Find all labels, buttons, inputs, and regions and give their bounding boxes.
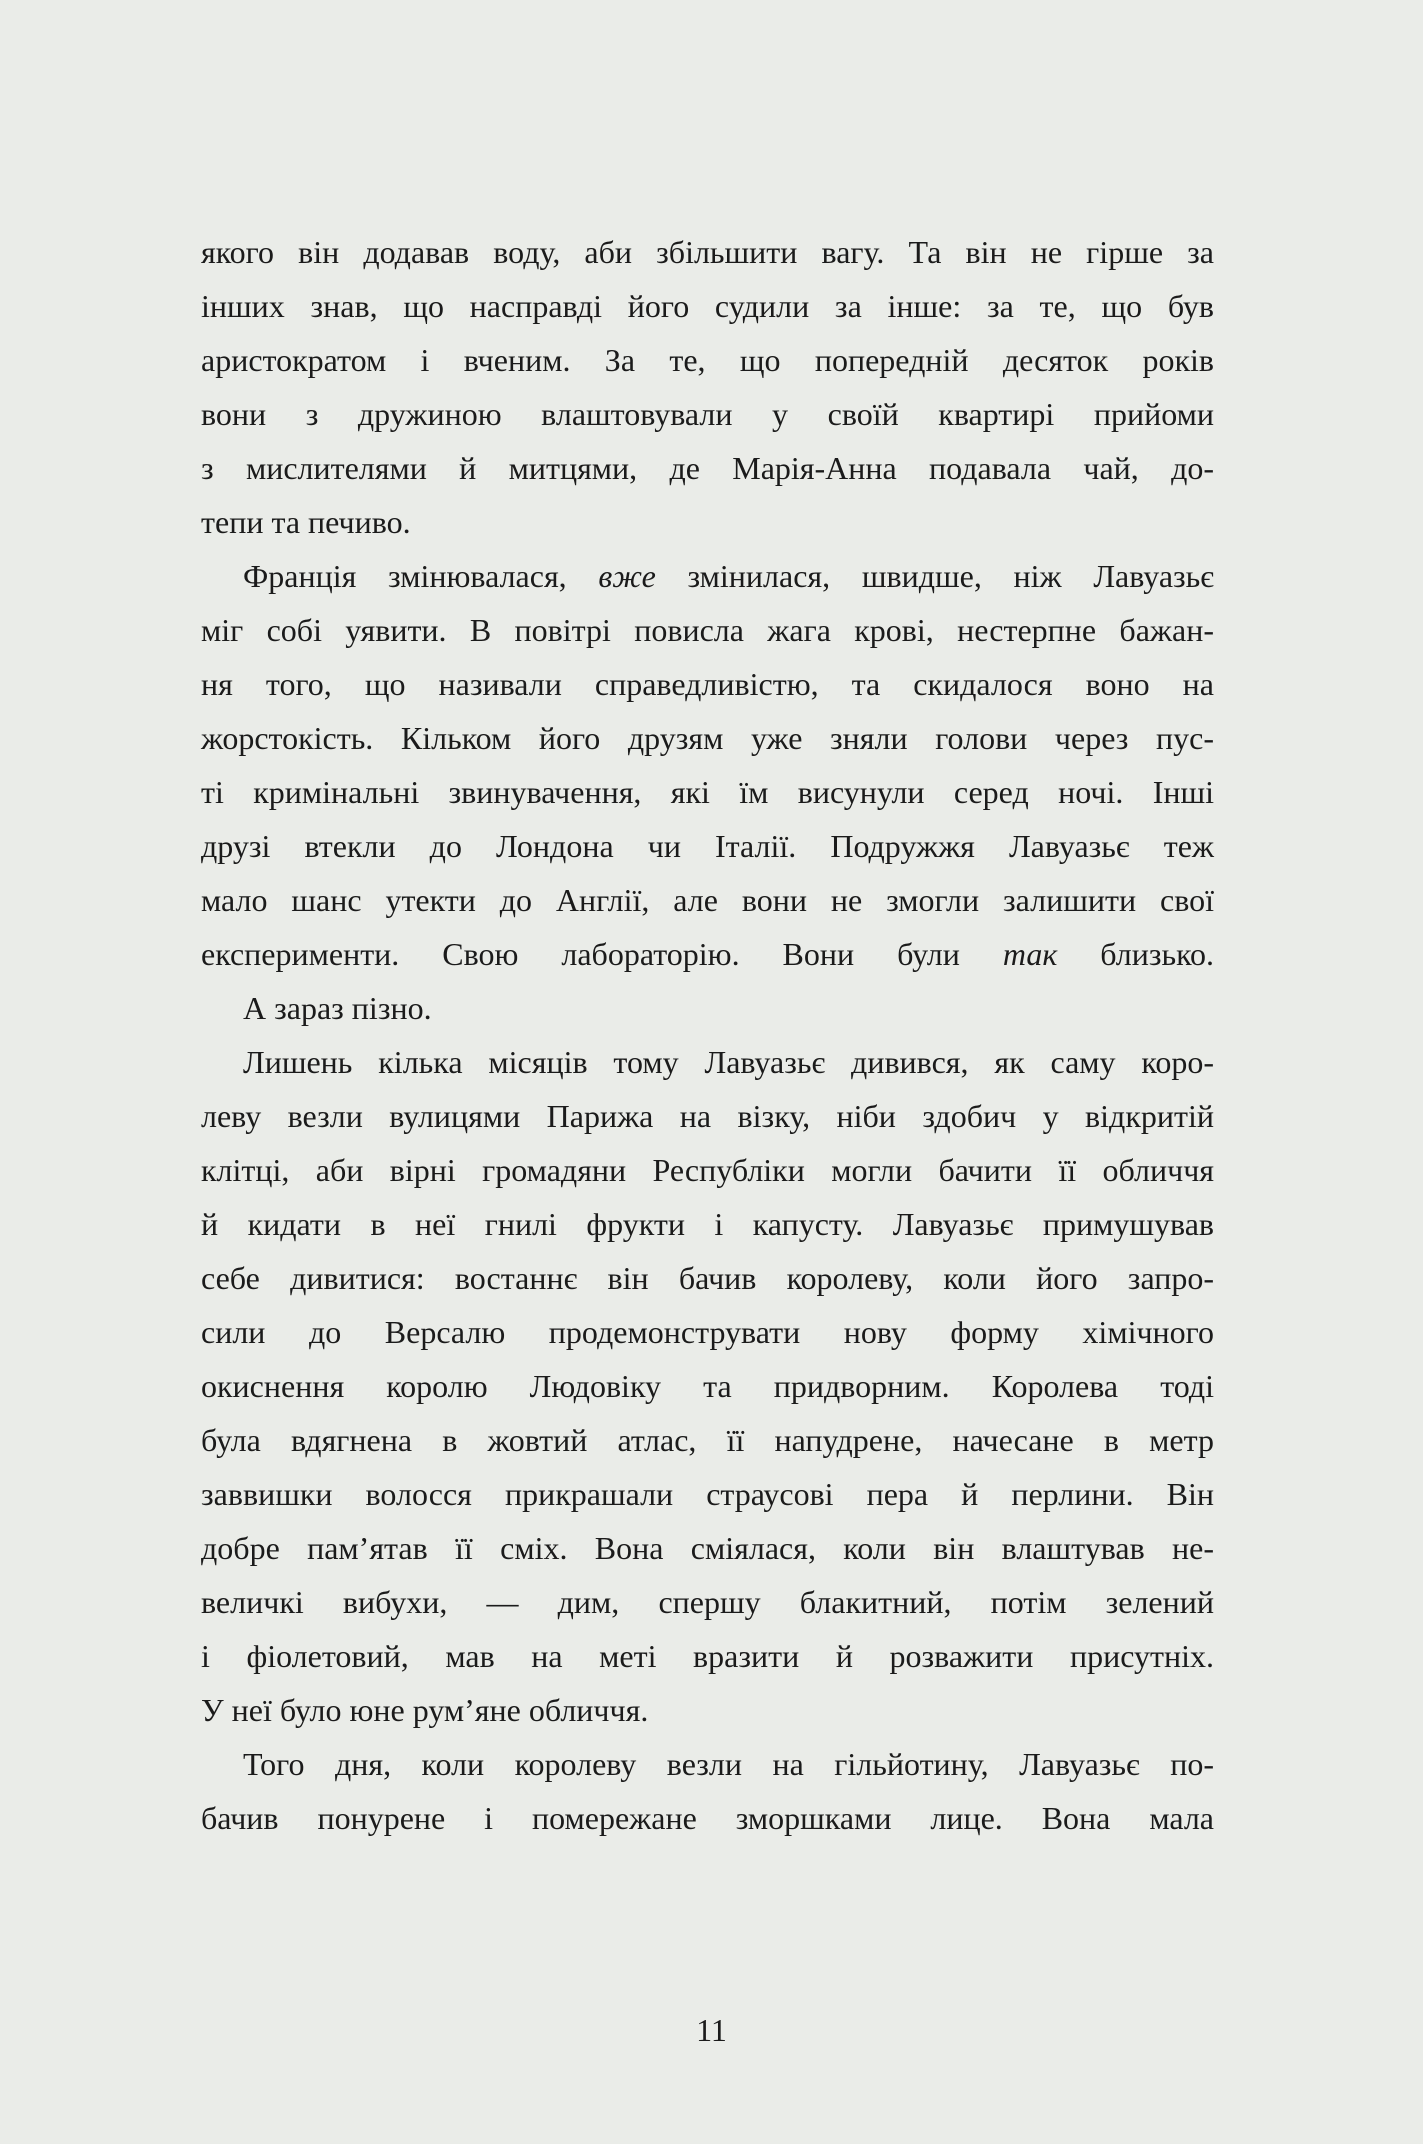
text-segment: клітці, аби вірні громадяни Республіки могли бачити її обличчя [201, 1152, 1214, 1188]
text-segment: вони з дружиною влаштовували у своїй квартирі прийоми [201, 396, 1214, 432]
text-line [201, 225, 1214, 279]
text-line [201, 1629, 1214, 1683]
text-segment: заввишки волосся прикрашали страусові пера й перлини. Він [201, 1476, 1214, 1512]
text-segment: Франція змінювалася, [243, 558, 599, 594]
text-segment: мало шанс утекти до Англії, але вони не змогли залишити свої [201, 882, 1214, 918]
text-line [201, 441, 1214, 495]
text-segment: А зараз пізно. [243, 990, 432, 1026]
text-line [201, 1467, 1214, 1521]
text-segment: аристократом і вченим. За те, що попередній десяток років [201, 342, 1214, 378]
text-segment: ня того, що називали справедливістю, та скидалося воно на [201, 666, 1214, 702]
text-segment: себе дивитися: востаннє він бачив королеву, коли його запро- [201, 1260, 1214, 1296]
text-line [201, 711, 1214, 765]
text-line [201, 1143, 1214, 1197]
text-segment: експерименти. Свою лабораторію. Вони були [201, 936, 1003, 972]
text-line [201, 1737, 1214, 1791]
text-line [201, 981, 1214, 1035]
text-line [201, 657, 1214, 711]
text-segment: окиснення королю Людовіку та придворним. Королева тоді [201, 1368, 1214, 1404]
text-line [201, 819, 1214, 873]
text-line [201, 927, 1214, 981]
text-segment: жорстокість. Кільком його друзям уже зняли голови через пус- [201, 720, 1214, 756]
text-line [201, 873, 1214, 927]
text-line [201, 549, 1214, 603]
text-segment: з мислителями й митцями, де Марія-Анна подавала чай, до- [201, 450, 1214, 486]
text-line [201, 1035, 1214, 1089]
text-segment: і фіолетовий, мав на меті вразити й розважити присутніх. [201, 1638, 1214, 1674]
text-segment: друзі втекли до Лондона чи Італії. Подружжя Лавуазьє теж [201, 828, 1214, 864]
italic-text: так [1002, 936, 1058, 972]
text-segment: близько. [1057, 936, 1215, 972]
text-segment: якого він додавав воду, аби збільшити вагу. Та він не гірше за [201, 234, 1214, 270]
text-line [201, 1413, 1214, 1467]
text-line [201, 1359, 1214, 1413]
text-segment: й кидати в неї гнилі фрукти і капусту. Лавуазьє примушував [201, 1206, 1214, 1242]
text-segment: ті кримінальні звинувачення, які їм висунули серед ночі. Інші [201, 774, 1214, 810]
text-segment: величкі вибухи, — дим, спершу блакитний, потім зелений [201, 1584, 1214, 1620]
text-line [201, 1197, 1214, 1251]
text-line [201, 1575, 1214, 1629]
text-line [201, 1251, 1214, 1305]
text-segment: Того дня, коли королеву везли на гільйотину, Лавуазьє по- [243, 1746, 1214, 1782]
text-segment: Лишень кілька місяців тому Лавуазьє дивився, як саму коро- [243, 1044, 1214, 1080]
text-segment: тепи та печиво. [201, 504, 411, 540]
text-line [201, 495, 1214, 549]
text-segment: бачив понурене і помережане зморшками лице. Вона мала [201, 1800, 1214, 1836]
text-segment: була вдягнена в жовтий атлас, її напудрене, начесане в метр [201, 1422, 1214, 1458]
text-segment: міг собі уявити. В повітрі повисла жага крові, нестерпне бажан- [201, 612, 1214, 648]
text-segment: добре пам’ятав її сміх. Вона сміялася, коли він влаштував не- [201, 1530, 1214, 1566]
page-number: 11 [696, 2012, 727, 2048]
text-line [201, 1683, 1214, 1737]
text-line [201, 603, 1214, 657]
text-line [201, 1305, 1214, 1359]
text-segment: У неї було юне рум’яне обличчя. [201, 1692, 649, 1728]
body-text [201, 225, 1214, 1845]
text-segment: сили до Версалю продемонструвати нову форму хімічного [201, 1314, 1214, 1350]
text-segment: леву везли вулицями Парижа на візку, ніби здобич у відкритій [201, 1098, 1214, 1134]
text-line [201, 1791, 1214, 1845]
text-line [201, 279, 1214, 333]
text-line [201, 333, 1214, 387]
text-segment: змінилася, швидше, ніж Лавуазьє [655, 558, 1214, 594]
text-line [201, 1521, 1214, 1575]
text-segment: інших знав, що насправді його судили за інше: за те, що був [201, 288, 1214, 324]
text-line [201, 387, 1214, 441]
italic-text: вже [598, 558, 656, 594]
text-line [201, 765, 1214, 819]
text-line [201, 1089, 1214, 1143]
